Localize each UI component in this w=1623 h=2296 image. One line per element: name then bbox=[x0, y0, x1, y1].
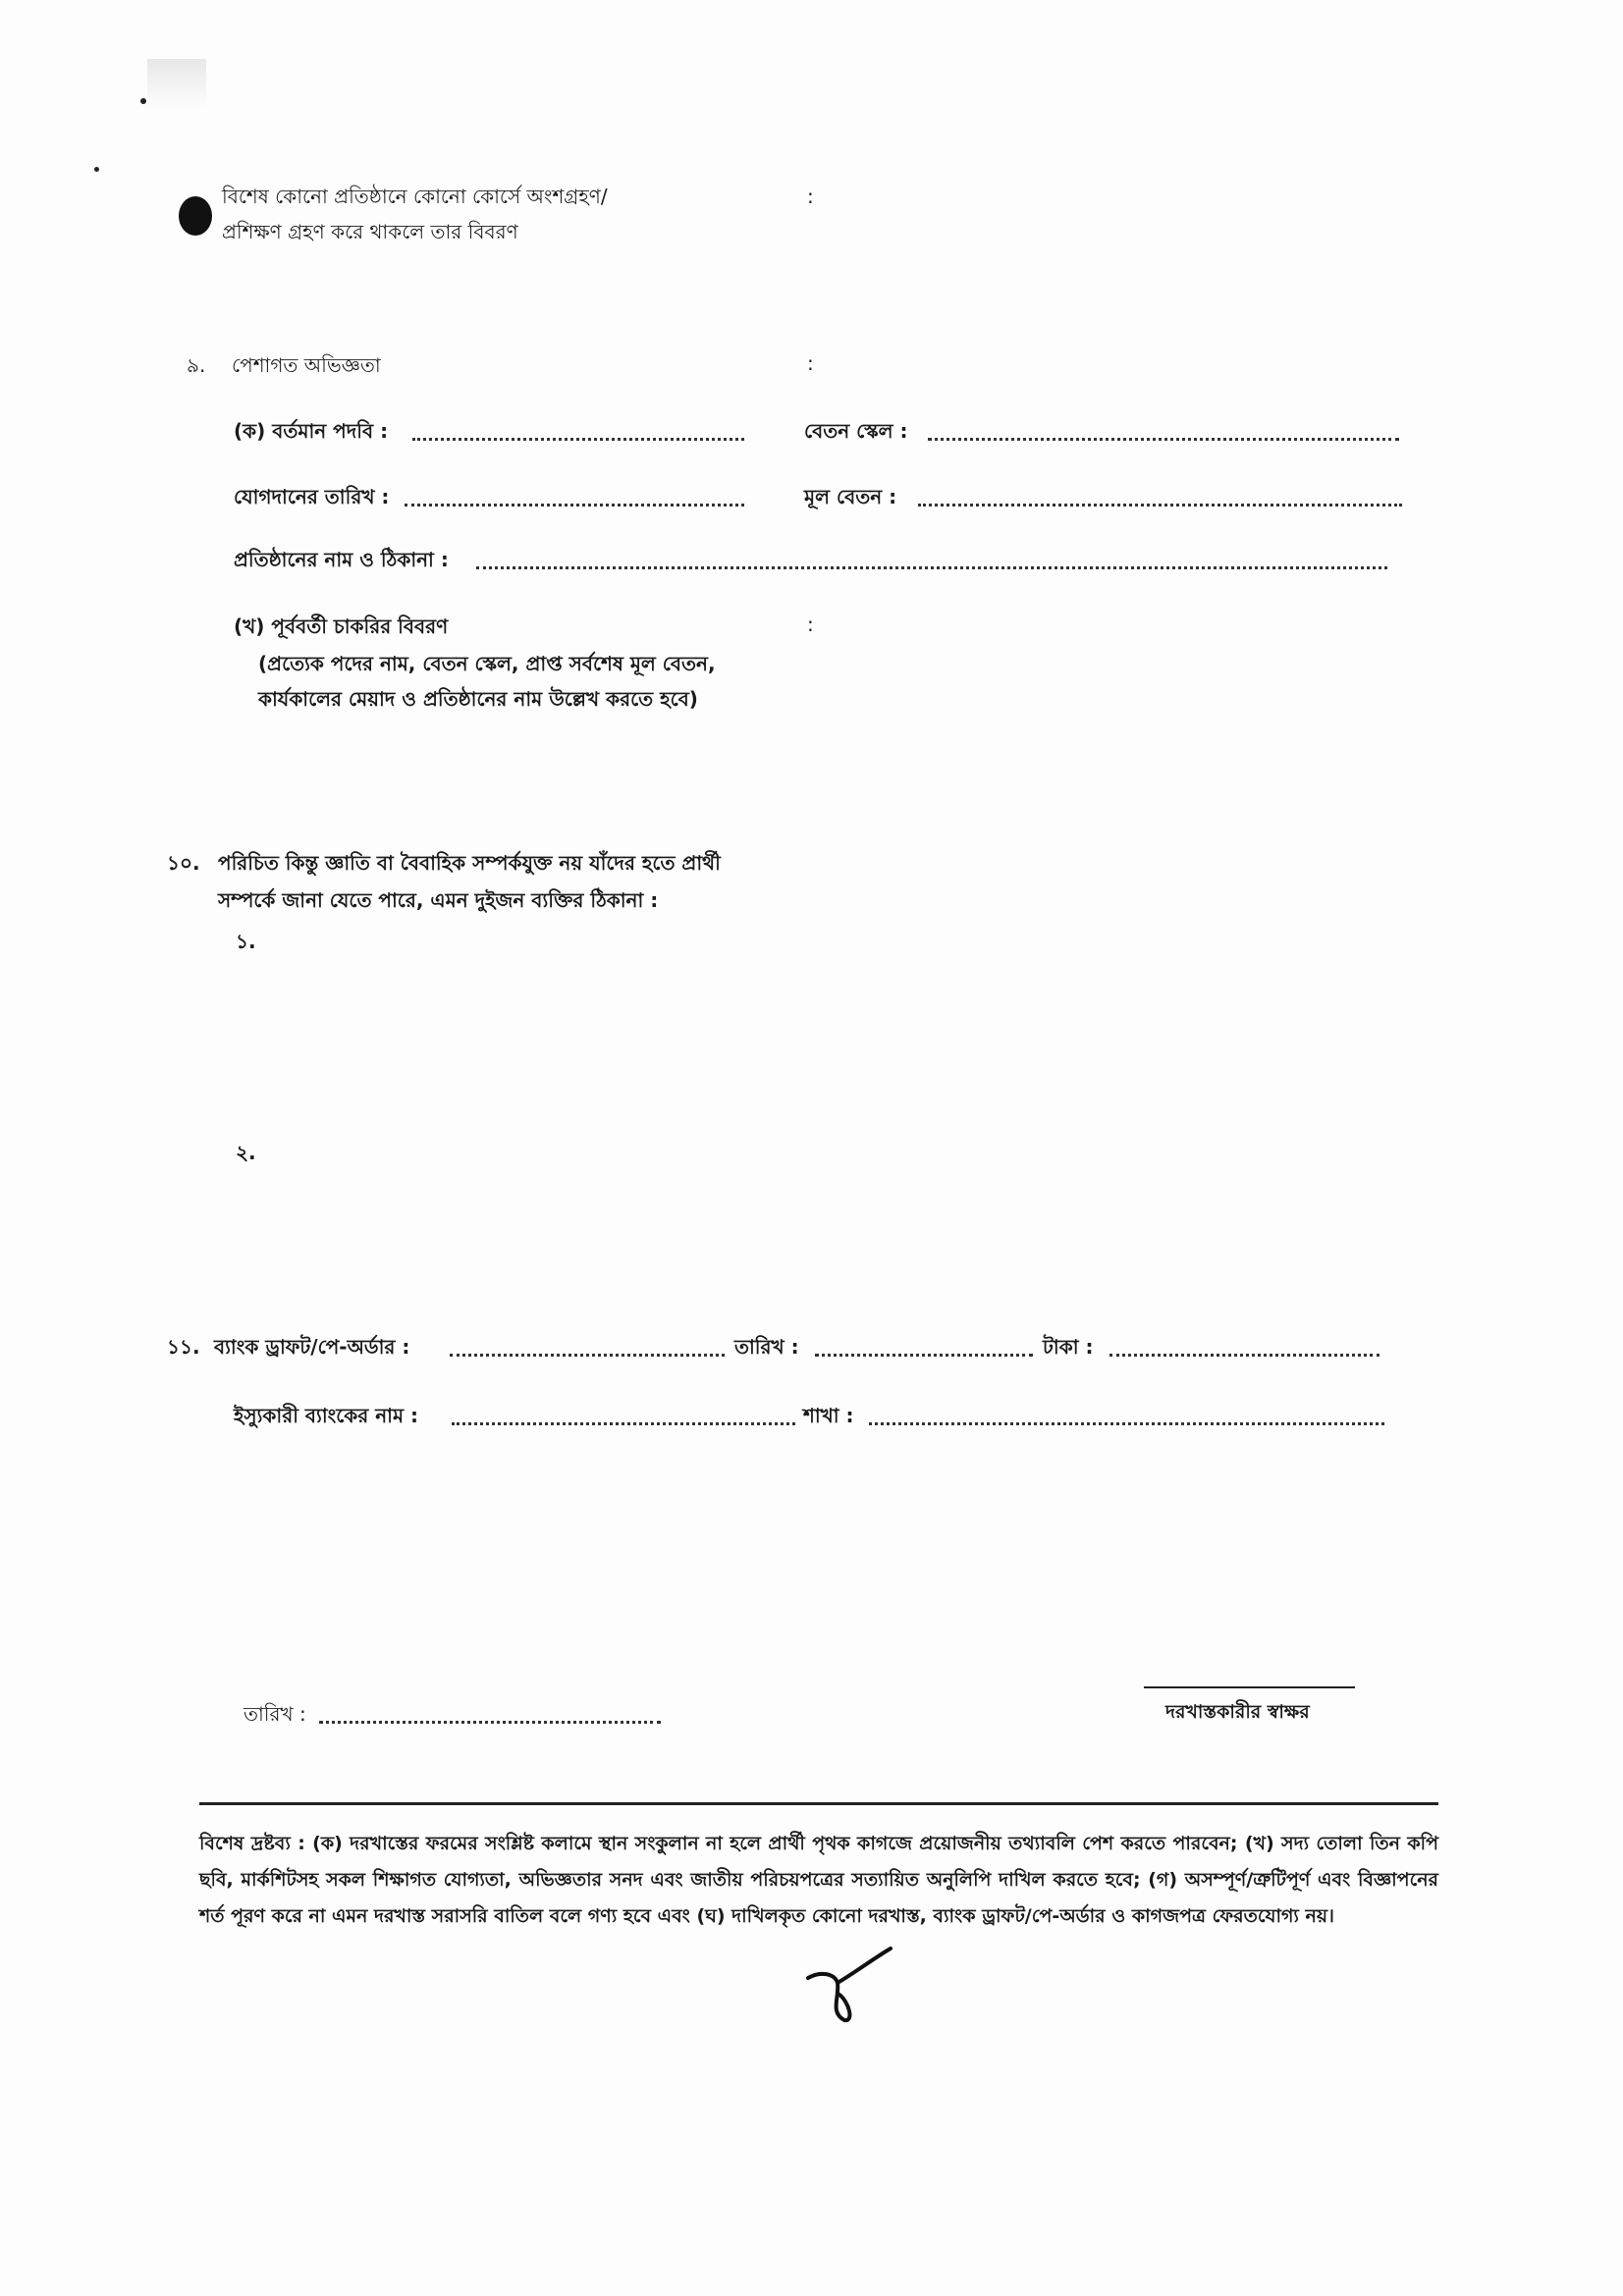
bank-draft-label: ব্যাংক ড্রাফট/পে-অর্ডার : bbox=[214, 1335, 410, 1359]
joining-date-field[interactable] bbox=[405, 504, 744, 507]
previous-job-colon: : bbox=[807, 613, 814, 636]
issuing-bank-field[interactable] bbox=[452, 1422, 795, 1425]
special-note: বিশেষ দ্রষ্টব্য : (ক) দরখাস্তের ফরমের সংশ্লিষ্ট কলামে স্থান সংকুলান না হলে প্রার্থী পৃথক কাগজে প্রয়োজনীয় তথ্যাবলি পেশ করতে পারবেন; (খ) সদ্য তোলা তিন কপি ছবি, মার্কশিটসহ সকল শিক্ষাগত যোগ্যতা, অভিজ্ঞতার সনদ এবং জাতীয় পরিচয়পত্রের সত্যায়িত অনুলিপি দাখিল করতে হবে; (গ) অসম্পূর্ণ/ত্রুটিপূর্ণ এবং বিজ্ঞাপনের শর্ত পূরণ করে না এমন দরখাস্ত সরাসরি বাতিল বলে গণ্য হবে এবং (ঘ) দাখিলকৃত কোনো দরখাস্ত, ব্যাংক ড্রাফট/পে-অর্ডার ও কাগজপত্র ফেরতযোগ্য নয়। bbox=[199, 1833, 1438, 1927]
previous-job-note-1: (প্রত্যেক পদের নাম, বেতন স্কেল, প্রাপ্ত সর্বশেষ মূল বেতন, bbox=[258, 652, 716, 675]
issuing-bank-label: ইস্যুকারী ব্যাংকের নাম : bbox=[234, 1404, 419, 1427]
bank-number: ১১. bbox=[167, 1335, 200, 1359]
references-line1: পরিচিত কিন্তু জ্ঞাতি বা বৈবাহিক সম্পর্কযুক্ত নয় যাঁদের হতে প্রার্থী bbox=[218, 851, 721, 875]
experience-number: ৯. bbox=[187, 353, 206, 377]
references-number: ১০. bbox=[167, 851, 200, 875]
basic-pay-label: মূল বেতন : bbox=[804, 485, 897, 508]
previous-job-title: (খ) পূর্ববর্তী চাকরির বিবরণ bbox=[234, 614, 449, 638]
footer-date-label: তারিখ : bbox=[243, 1702, 306, 1726]
institution-label: প্রতিষ্ঠানের নাম ও ঠিকানা : bbox=[234, 548, 449, 571]
reference-1-number: ১. bbox=[236, 930, 256, 953]
bank-amount-label: টাকা : bbox=[1043, 1335, 1094, 1359]
previous-job-note-2: কার্যকালের মেয়াদ ও প্রতিষ্ঠানের নাম উল্লেখ করতে হবে) bbox=[258, 687, 698, 711]
current-post-field[interactable] bbox=[412, 438, 744, 441]
pay-scale-field[interactable] bbox=[928, 438, 1399, 441]
signature-label: দরখাস্তকারীর স্বাক্ষর bbox=[1165, 1701, 1310, 1723]
experience-title: পেশাগত অভিজ্ঞতা bbox=[232, 353, 381, 377]
signature-line bbox=[1144, 1686, 1355, 1688]
references-line2: সম্পর্কে জানা যেতে পারে, এমন দুইজন ব্যক্তির ঠিকানা : bbox=[218, 888, 659, 912]
punch-hole-mark bbox=[179, 196, 212, 236]
footer-date-field[interactable] bbox=[319, 1721, 661, 1724]
institution-field[interactable] bbox=[476, 566, 1387, 569]
branch-label: শাখা : bbox=[803, 1404, 854, 1427]
note-divider bbox=[199, 1802, 1438, 1805]
training-label-line2: প্রশিক্ষণ গ্রহণ করে থাকলে তার বিবরণ bbox=[222, 220, 518, 243]
bank-date-field[interactable] bbox=[815, 1354, 1033, 1357]
basic-pay-field[interactable] bbox=[918, 504, 1402, 507]
branch-field[interactable] bbox=[869, 1422, 1384, 1425]
experience-colon: : bbox=[807, 351, 814, 375]
scan-shadow bbox=[147, 59, 206, 108]
training-label-line1: বিশেষ কোনো প্রতিষ্ঠানে কোনো কোর্সে অংশগ্রহণ/ bbox=[222, 185, 608, 208]
bank-draft-field[interactable] bbox=[450, 1354, 725, 1357]
initial-signature bbox=[800, 1944, 898, 2027]
pay-scale-label: বেতন স্কেল : bbox=[804, 419, 908, 443]
scan-speck bbox=[140, 98, 146, 104]
joining-date-label: যোগদানের তারিখ : bbox=[234, 485, 390, 508]
bank-date-label: তারিখ : bbox=[734, 1335, 799, 1359]
training-colon: : bbox=[807, 185, 814, 208]
bank-amount-field[interactable] bbox=[1109, 1354, 1380, 1357]
current-post-label: (ক) বর্তমান পদবি : bbox=[234, 419, 389, 443]
reference-2-number: ২. bbox=[236, 1141, 256, 1164]
scan-speck bbox=[94, 167, 99, 172]
